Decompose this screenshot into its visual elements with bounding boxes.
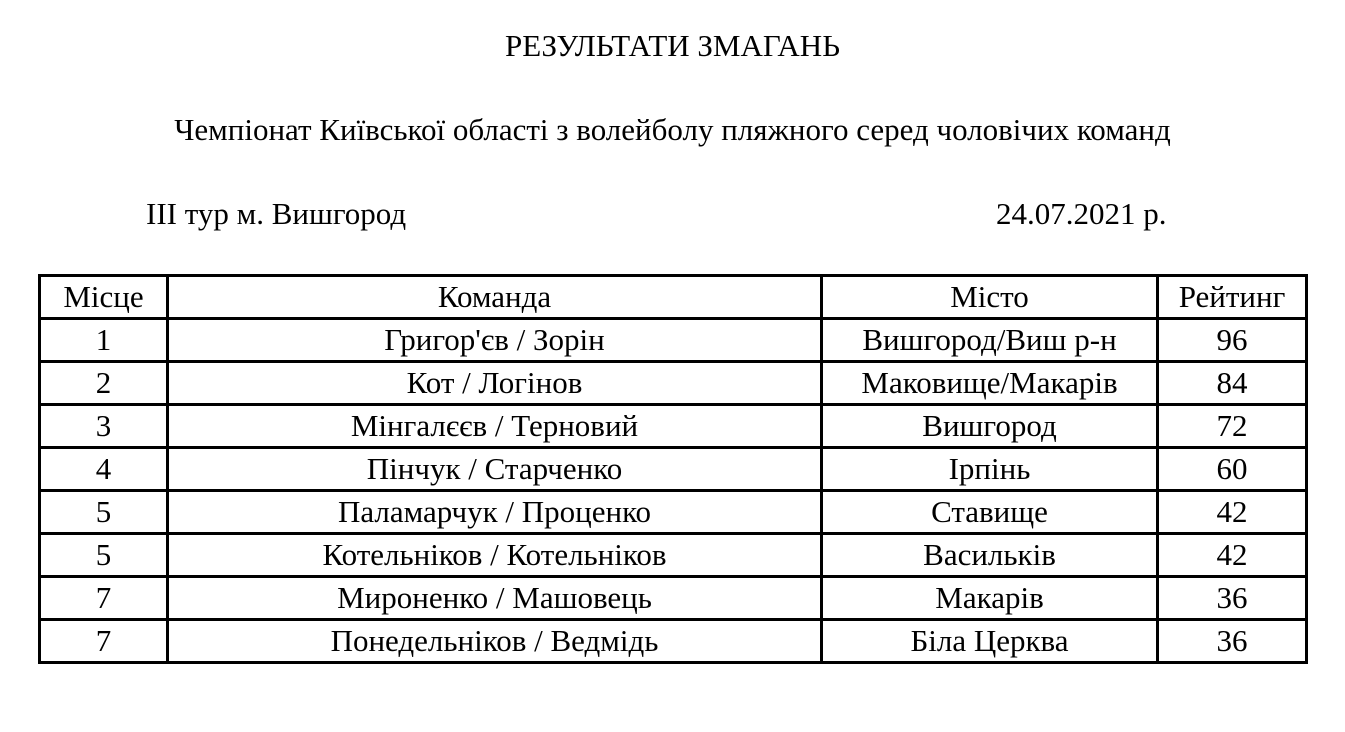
rating-cell: 60 xyxy=(1158,448,1307,491)
city-cell: Ірпінь xyxy=(822,448,1158,491)
rating-cell: 42 xyxy=(1158,491,1307,534)
table-row xyxy=(40,534,1307,577)
place-cell: 5 xyxy=(40,534,168,577)
team-cell: Пінчук / Старченко xyxy=(168,448,822,491)
city-cell: Макарів xyxy=(822,577,1158,620)
results-table xyxy=(38,274,1308,664)
rating-cell: 36 xyxy=(1158,620,1307,663)
page-title: РЕЗУЛЬТАТИ ЗМАГАНЬ xyxy=(505,28,840,63)
column-header-place: Місце xyxy=(40,276,168,319)
column-header-team: Команда xyxy=(168,276,822,319)
table-header-row xyxy=(40,276,1307,319)
table-row xyxy=(40,448,1307,491)
city-cell: Вишгород/Виш р-н xyxy=(822,319,1158,362)
table-row xyxy=(40,405,1307,448)
place-cell: 7 xyxy=(40,577,168,620)
table-row xyxy=(40,362,1307,405)
city-cell: Ставище xyxy=(822,491,1158,534)
team-cell: Понедельніков / Ведмідь xyxy=(168,620,822,663)
team-cell: Мінгалєєв / Терновий xyxy=(168,405,822,448)
table-row xyxy=(40,577,1307,620)
column-header-city: Місто xyxy=(822,276,1158,319)
city-cell: Вишгород xyxy=(822,405,1158,448)
place-cell: 3 xyxy=(40,405,168,448)
place-cell: 2 xyxy=(40,362,168,405)
table-row xyxy=(40,620,1307,663)
city-cell: Біла Церква xyxy=(822,620,1158,663)
rating-cell: 84 xyxy=(1158,362,1307,405)
column-header-rating: Рейтинг xyxy=(1158,276,1307,319)
rating-cell: 72 xyxy=(1158,405,1307,448)
rating-cell: 96 xyxy=(1158,319,1307,362)
rating-cell: 36 xyxy=(1158,577,1307,620)
place-cell: 5 xyxy=(40,491,168,534)
city-cell: Васильків xyxy=(822,534,1158,577)
team-cell: Мироненко / Машовець xyxy=(168,577,822,620)
team-cell: Котельніков / Котельніков xyxy=(168,534,822,577)
team-cell: Григор'єв / Зорін xyxy=(168,319,822,362)
championship-subtitle: Чемпіонат Київської області з волейболу пляжного серед чоловічих команд xyxy=(174,112,1171,147)
table-row xyxy=(40,491,1307,534)
event-date: 24.07.2021 р. xyxy=(996,196,1167,231)
place-cell: 1 xyxy=(40,319,168,362)
team-cell: Паламарчук / Проценко xyxy=(168,491,822,534)
rating-cell: 42 xyxy=(1158,534,1307,577)
place-cell: 7 xyxy=(40,620,168,663)
round-location: ІІІ тур м. Вишгород xyxy=(146,196,407,231)
city-cell: Маковище/Макарів xyxy=(822,362,1158,405)
place-cell: 4 xyxy=(40,448,168,491)
table-row xyxy=(40,319,1307,362)
team-cell: Кот / Логінов xyxy=(168,362,822,405)
